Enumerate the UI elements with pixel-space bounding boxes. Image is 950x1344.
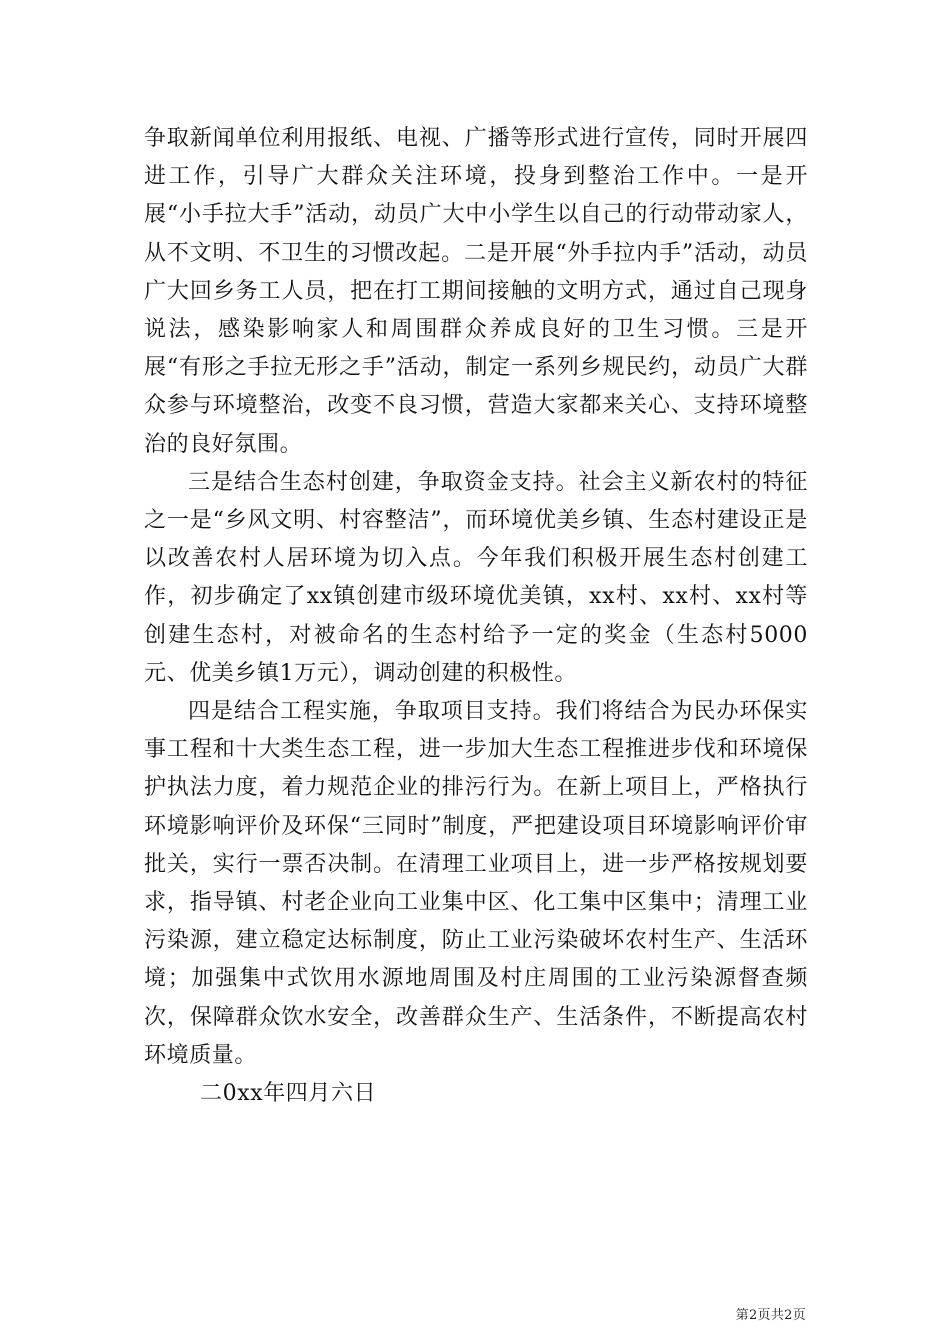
paragraph-continued: 争取新闻单位利用报纸、电视、广播等形式进行宣传，同时开展四进工作，引导广大群众关注环境，投身到整治工作中。一是开展“小手拉大手”活动，动员广大中小学生以自己的行动带动家人，从不文明、不卫生的习惯改起。二是开展“外手拉内手”活动，动员广大回乡务工人员，把在打工期间接触的文明方式，通过自己现身说法，感染影响家人和周围群众养成良好的卫生习惯。三是开展“有形之手拉无形之手”活动，制定一系列乡规民约，动员广大群众参与环境整治，改变不良习惯，营造大家都来关心、支持环境整治的良好氛围。 [144,126,808,457]
page-number-footer: 第2页共2页 [735,1308,806,1323]
paragraph-ecological-village: 三是结合生态村创建，争取资金支持。社会主义新农村的特征之一是“乡风文明、村容整洁”，而环境优美乡镇、生态村建设正是以改善农村人居环境为切入点。今年我们积极开展生态村创建工作，初步确定了xx镇创建市级环境优美镇，xx村、xx村、xx村等创建生态村，对被命名的生态村给予一定的奖金（生态村5000元、优美乡镇1万元），调动创建的积极性。 [144,469,808,686]
document-body [144,120,808,1113]
paragraph-engineering-projects: 四是结合工程实施，争取项目支持。我们将结合为民办环保实事工程和十大类生态工程，进一步加大生态工程推进步伐和环境保护执法力度，着力规范企业的排污行为。在新上项目上，严格执行环境影响评价及环保“三同时”制度，严把建设项目环境影响评价审批关，实行一票否决制。在清理工业项目上，进一步严格按规划要求，指导镇、村老企业向工业集中区、化工集中区集中；清理工业污染源，建立稳定达标制度，防止工业污染破坏农村生产、生活环境；加强集中式饮用水源地周围及村庄周围的工业污染源督查频次，保障群众饮水安全，改善群众生产、生活条件，不断提高农村环境质量。 [144,699,808,1068]
document-date: 二0xx年四月六日 [200,1081,377,1107]
